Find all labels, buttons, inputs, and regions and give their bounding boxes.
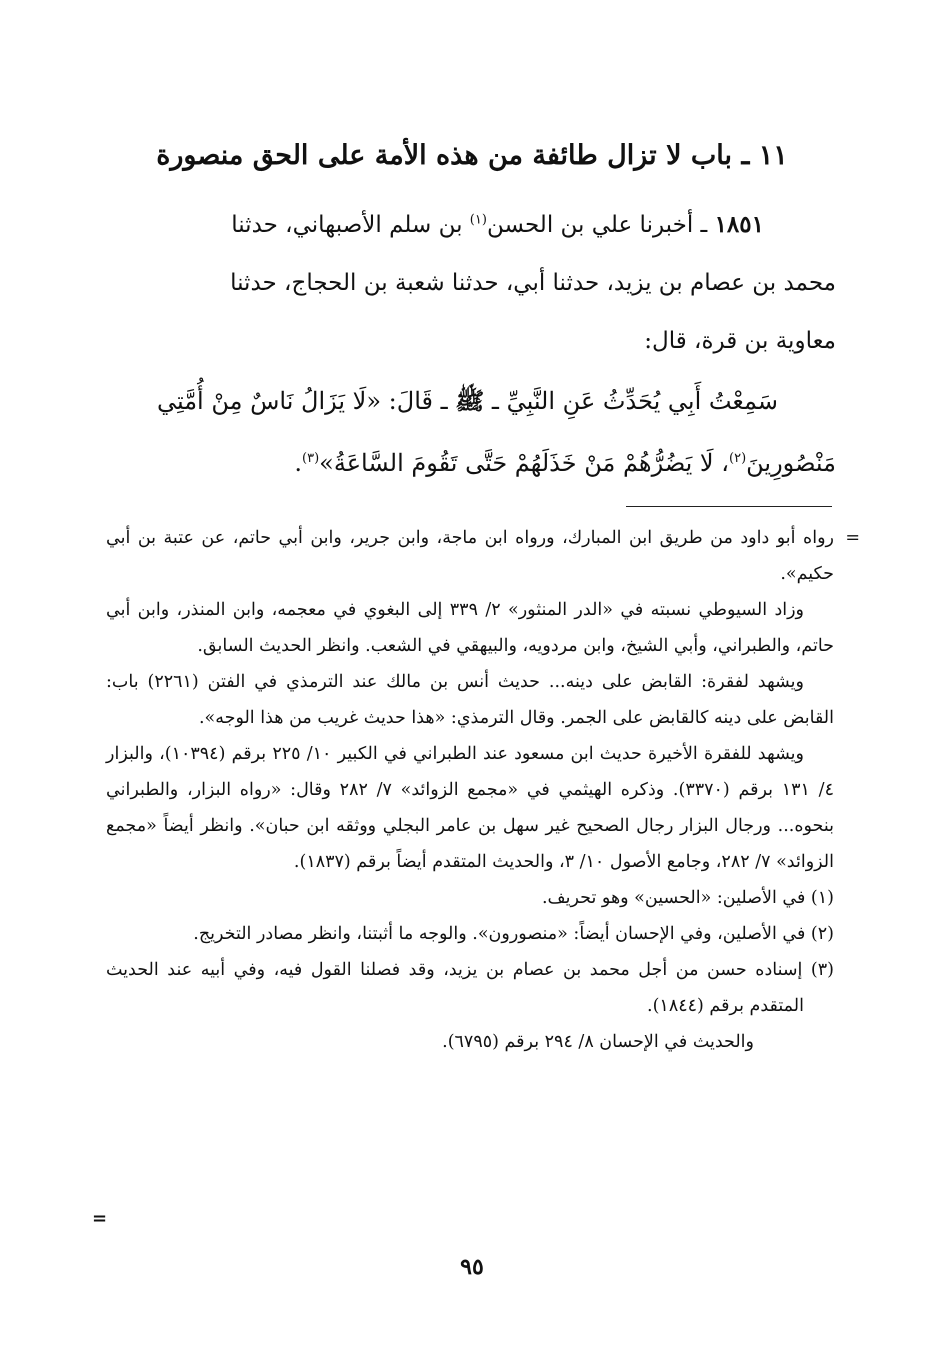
isnad-line-2: محمد بن عصام بن يزيد، حدثنا أبي، حدثنا شعبة بن الحجاج، حدثنا <box>230 270 836 296</box>
footnote-separator <box>626 506 832 507</box>
note-4: ويشهد للفقرة الأخيرة حديث ابن مسعود عند الطبراني في الكبير ١٠/ ٢٢٥ برقم (١٠٣٩٤)، والبزار ٤/ ١٣١ برقم (٣٣٧٠). وذكره الهيثمي في «مجمع الزوائد» ٧/ ٢٨٢ وقال: «رواه البزار، والطبراني بنحوه... ورجال البزار رجال الصحيح غير سهل بن عامر البجلي ووثقه ابن حبان». وانظر أيضاً «مجمع الزوائد» ٧/ ٢٨٢، وجامع الأصول ١٠/ ٣، والحديث المتقدم أيضاً برقم (١٨٣٧). <box>106 744 834 872</box>
note-continuation <box>106 520 860 592</box>
isnad-line-1-text: ـ أخبرنا علي بن الحسن <box>486 212 715 238</box>
matn-line-2-mid: ، لَا يَضُرُّهُمْ مَنْ خَذَلَهُمْ حَتَّى تَقُومَ السَّاعَةُ» <box>319 449 729 477</box>
note-3: ويشهد لفقرة: القابض على دينه... حديث أنس بن مالك عند الترمذي في الفتن (٢٢٦١) باب: القابض على دينه كالقابض على الجمر. وقال الترمذي: «هذا حديث غريب من هذا الوجه». <box>106 672 834 728</box>
footnote-1: (١) في الأصلين: «الحسين» وهو تحريف. <box>541 888 834 908</box>
note-1-text: رواه أبو داود من طريق ابن المبارك، ورواه ابن ماجة، وابن جرير، وابن أبي حاتم، عن عتبة بن أبي حكيم». <box>106 528 834 584</box>
footnote-3: (٣) إسناده حسن من أجل محمد بن عصام بن يزيد، وقد فصلنا القول فيه، وفي أبيه عند الحديث المتقدم برقم (١٨٤٤). <box>106 960 834 1016</box>
matn-line-1-end: ـ قَالَ: «لَا يَزَالُ نَاسٌ مِنْ أُمَّتِي <box>156 387 456 415</box>
matn-line-1 <box>106 370 836 432</box>
hadith-number: ١٨٥١ <box>714 211 764 238</box>
isnad-line-1-rest: بن سلم الأصبهاني، حدثنا <box>231 212 470 238</box>
salutation-glyph: ﷺ <box>455 386 485 415</box>
chapter-heading: ١١ ـ باب لا تزال طائفة من هذه الأمة على الحق منصورة <box>156 140 788 171</box>
continuation-mark: = <box>845 528 860 548</box>
hadith-isnad <box>106 196 836 370</box>
page-number: ٩٥ <box>460 1254 484 1280</box>
note-2: وزاد السيوطي نسبته في «الدر المنثور» ٢/ ٣٣٩ إلى البغوي في معجمه، وابن المنذر، وابن أبي حاتم، والطبراني، وأبي الشيخ، وابن مردويه، والبيهقي في الشعب. وانظر الحديث السابق. <box>106 600 834 656</box>
footnote-2: (٢) في الأصلين، وفي الإحسان أيضاً: «منصورون». والوجه ما أثبتنا، وانظر مصادر التخريج. <box>193 924 834 944</box>
footnote-ref-3: (٣) <box>302 451 320 466</box>
matn-line-2-start: مَنْصُورِينَ <box>746 449 836 477</box>
isnad-line-1 <box>106 196 836 254</box>
footnote-ref-1: (١) <box>469 212 487 228</box>
isnad-line-3: معاوية بن قرة، قال: <box>644 328 836 354</box>
hadith-matn <box>106 370 836 494</box>
footnote-3-extra: والحديث في الإحسان ٨/ ٢٩٤ برقم (٦٧٩٥). <box>442 1032 754 1052</box>
matn-line-2 <box>106 432 836 494</box>
footnote-ref-2: (٢) <box>729 451 747 466</box>
footnotes <box>106 520 860 1060</box>
continuation-end-mark: = <box>92 1208 108 1229</box>
matn-line-2-end: . <box>294 449 303 477</box>
matn-line-1-start: سَمِعْتُ أَبِي يُحَدِّثُ عَنِ النَّبِيِّ ـ <box>484 387 778 415</box>
